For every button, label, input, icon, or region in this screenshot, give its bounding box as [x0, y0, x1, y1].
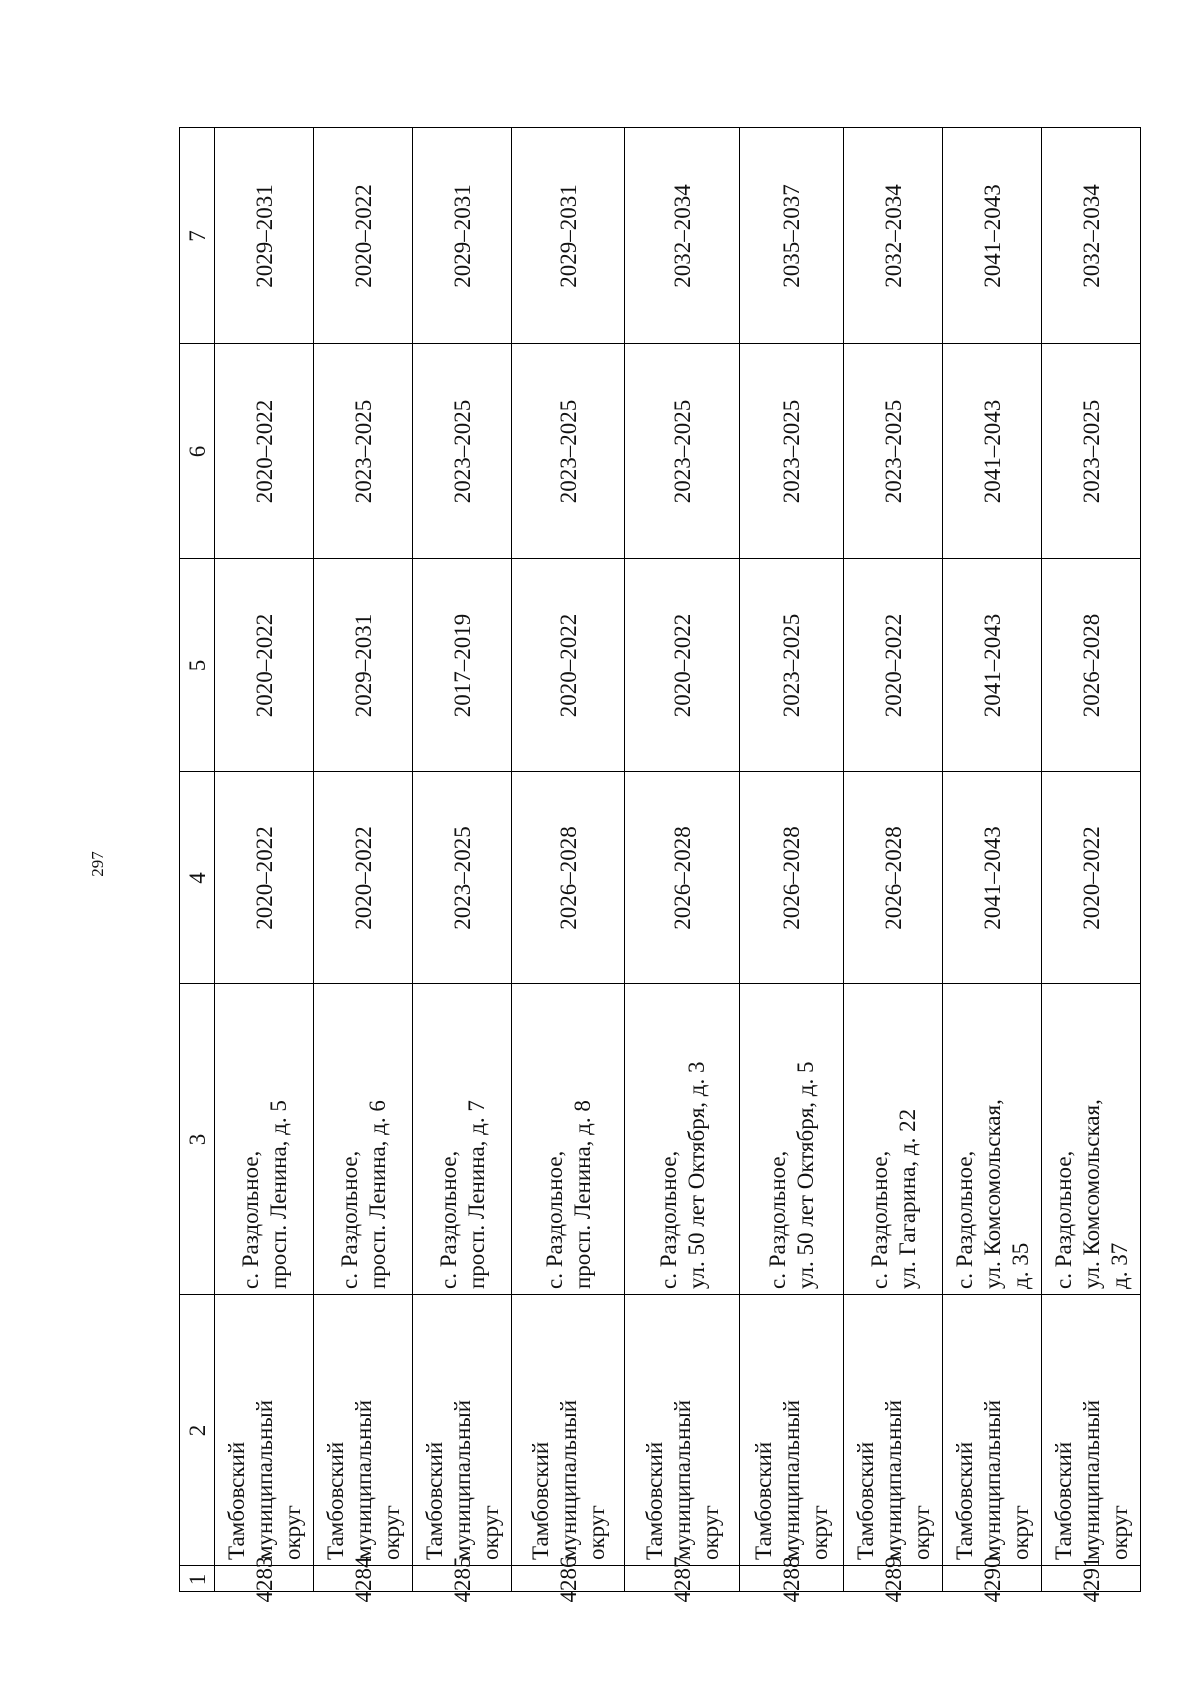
address-cell [844, 984, 943, 1295]
period-cell-col5: 2020–2022 [669, 613, 695, 718]
address-cell-line: с. Раздольное, [655, 1150, 681, 1289]
district-cell [314, 1295, 413, 1566]
period-cell-col6: 2041–2043 [979, 399, 1005, 504]
district-cell-line: округ [279, 1505, 305, 1560]
row-id-cell: 4291 [1079, 1556, 1104, 1603]
district-cell-line: муниципальный [669, 1399, 695, 1560]
row-id-cell: 4289 [880, 1556, 906, 1603]
address-cell-line: с. Раздольное, [237, 1150, 263, 1289]
period-cell-col4: 2020–2022 [251, 826, 277, 930]
district-cell-line: Тамбовский [421, 1441, 447, 1560]
district-cell-line: Тамбовский [951, 1441, 977, 1560]
row-id-cell: 4287 [669, 1556, 695, 1603]
district-cell [413, 1295, 512, 1566]
district-cell [625, 1295, 740, 1566]
period-cell-col7: 2032–2034 [880, 184, 906, 288]
address-cell [625, 984, 740, 1295]
district-cell-line: округ [477, 1505, 503, 1560]
period-cell-col5: 2017–2019 [449, 613, 475, 718]
address-cell-line: д. 37 [1107, 1242, 1132, 1289]
district-cell-line: Тамбовский [852, 1441, 878, 1560]
district-cell-line: муниципальный [251, 1399, 277, 1560]
address-cell-line: просп. Ленина, д. 7 [463, 1100, 489, 1289]
address-cell-line: ул. Комсомольская, [1079, 1099, 1104, 1289]
district-cell-line: округ [908, 1505, 934, 1560]
period-cell-col7: 2035–2037 [779, 184, 804, 288]
period-cell-col4: 2020–2022 [1079, 826, 1104, 930]
district-cell-line: муниципальный [555, 1399, 581, 1560]
address-cell [413, 984, 512, 1295]
period-cell-col5: 2020–2022 [251, 613, 277, 718]
period-cell-col7: 2041–2043 [979, 184, 1005, 288]
address-cell [1042, 984, 1142, 1295]
district-cell [943, 1295, 1042, 1566]
period-cell-col6: 2023–2025 [1079, 399, 1104, 504]
address-cell-line: просп. Ленина, д. 5 [265, 1100, 291, 1289]
period-cell-col6: 2023–2025 [669, 399, 695, 504]
address-cell-line: просп. Ленина, д. 6 [364, 1100, 390, 1289]
period-cell-col4: 2020–2022 [350, 826, 376, 930]
row-id-cell: 4285 [449, 1556, 475, 1603]
period-cell-col6: 2023–2025 [350, 399, 376, 504]
column-number-header: 3 [184, 1133, 210, 1146]
period-cell-col5: 2020–2022 [555, 613, 581, 718]
address-cell-line: с. Раздольное, [541, 1150, 567, 1289]
period-cell-col5: 2023–2025 [779, 613, 804, 718]
column-number-header: 7 [184, 230, 210, 242]
address-cell-line: ул. 50 лет Октября, д. 5 [793, 1061, 818, 1289]
period-cell-col6: 2020–2022 [251, 399, 277, 504]
address-cell [314, 984, 413, 1295]
period-cell-col7: 2032–2034 [1079, 184, 1104, 288]
address-cell-line: с. Раздольное, [951, 1150, 977, 1289]
period-cell-col6: 2023–2025 [779, 399, 804, 504]
address-cell-line: с. Раздольное, [435, 1150, 461, 1289]
address-cell-line: с. Раздольное, [765, 1150, 790, 1289]
period-cell-col5: 2041–2043 [979, 613, 1005, 718]
period-cell-col6: 2023–2025 [449, 399, 475, 504]
address-cell-line: с. Раздольное, [336, 1150, 362, 1289]
address-cell-line: просп. Ленина, д. 8 [569, 1100, 595, 1289]
period-cell-col7: 2032–2034 [669, 184, 695, 288]
district-cell-line: муниципальный [449, 1399, 475, 1560]
address-cell [215, 984, 314, 1295]
period-cell-col7: 2029–2031 [555, 184, 581, 288]
district-cell-line: Тамбовский [751, 1441, 776, 1560]
period-cell-col5: 2029–2031 [350, 613, 376, 718]
district-cell-line: Тамбовский [223, 1441, 249, 1560]
period-cell-col5: 2026–2028 [1079, 613, 1104, 718]
district-cell-line: муниципальный [1079, 1399, 1104, 1560]
period-cell-col4: 2023–2025 [449, 826, 475, 930]
row-id-cell: 4283 [251, 1556, 277, 1603]
district-cell [844, 1295, 943, 1566]
period-cell-col4: 2026–2028 [555, 826, 581, 930]
district-cell-line: Тамбовский [322, 1441, 348, 1560]
district-cell-line: округ [1007, 1505, 1033, 1560]
period-cell-col7: 2020–2022 [350, 184, 376, 288]
district-cell [512, 1295, 625, 1566]
page-number: 297 [88, 851, 107, 877]
column-number-header: 4 [184, 872, 210, 884]
district-cell-line: муниципальный [880, 1399, 906, 1560]
district-cell-line: муниципальный [979, 1399, 1005, 1560]
period-cell-col4: 2041–2043 [979, 826, 1005, 930]
address-cell-line: ул. 50 лет Октября, д. 3 [683, 1061, 709, 1289]
district-cell-line: муниципальный [350, 1399, 376, 1560]
rotated-data-table [179, 127, 1141, 1603]
district-cell [740, 1295, 844, 1566]
district-cell-line: округ [1107, 1505, 1132, 1560]
period-cell-col6: 2023–2025 [555, 399, 581, 504]
period-cell-col4: 2026–2028 [779, 826, 804, 930]
district-cell-line: округ [807, 1505, 832, 1560]
period-cell-col7: 2029–2031 [449, 184, 475, 288]
address-cell-line: ул. Комсомольская, [979, 1099, 1005, 1289]
district-cell-line: округ [378, 1505, 404, 1560]
district-cell [1042, 1295, 1142, 1566]
district-cell-line: Тамбовский [641, 1441, 667, 1560]
address-cell-line: д. 35 [1007, 1242, 1033, 1289]
row-id-cell: 4290 [979, 1556, 1005, 1603]
address-cell [740, 984, 844, 1295]
address-cell-line: ул. Гагарина, д. 22 [894, 1108, 920, 1289]
row-id-cell: 4284 [350, 1556, 376, 1603]
period-cell-col4: 2026–2028 [880, 826, 906, 930]
row-id-cell: 4286 [555, 1556, 581, 1603]
column-number-header: 6 [184, 445, 210, 458]
address-cell-line: с. Раздольное, [866, 1150, 892, 1289]
district-cell-line: округ [697, 1505, 723, 1560]
district-cell-line: муниципальный [779, 1399, 804, 1560]
address-cell-line: с. Раздольное, [1051, 1150, 1076, 1289]
period-cell-col5: 2020–2022 [880, 613, 906, 718]
row-id-cell: 4288 [779, 1556, 804, 1603]
district-cell-line: Тамбовский [1051, 1441, 1076, 1560]
column-number-header: 2 [184, 1424, 210, 1437]
district-cell [215, 1295, 314, 1566]
period-cell-col4: 2026–2028 [669, 826, 695, 930]
district-cell-line: Тамбовский [527, 1441, 553, 1560]
period-cell-col7: 2029–2031 [251, 184, 277, 288]
column-number-header: 5 [184, 659, 210, 672]
period-cell-col6: 2023–2025 [880, 399, 906, 504]
address-cell [943, 984, 1042, 1295]
address-cell [512, 984, 625, 1295]
column-number-header: 1 [184, 1573, 210, 1586]
district-cell-line: округ [583, 1505, 609, 1560]
